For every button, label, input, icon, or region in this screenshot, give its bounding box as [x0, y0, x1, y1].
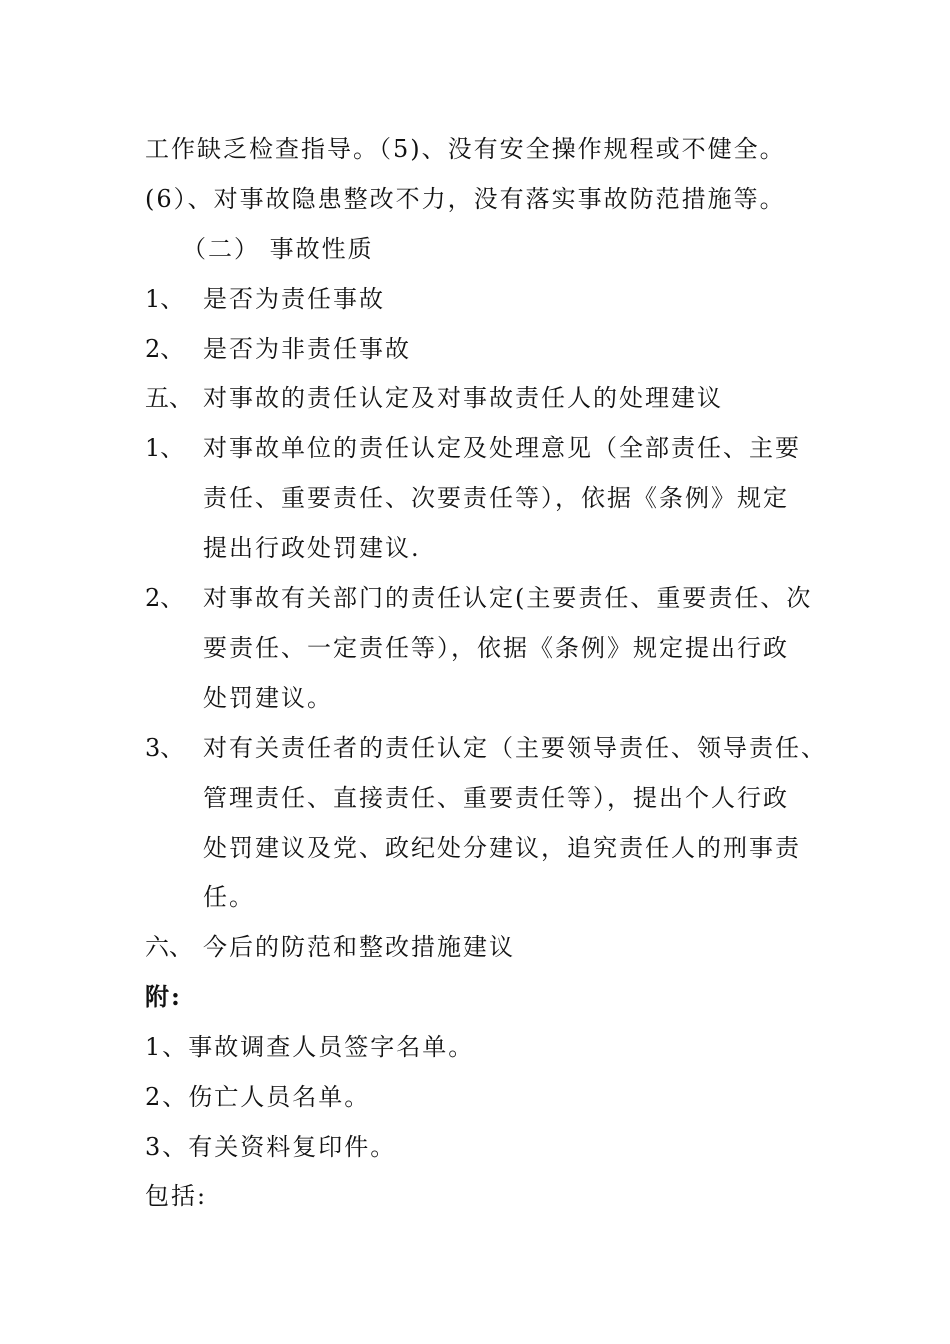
section-six-heading: 今后的防范和整改措施建议 — [203, 933, 515, 961]
five-item-3-line-1: 对有关责任者的责任认定（主要领导责任、领导责任、 — [203, 734, 827, 762]
appendix-item-1: 1、事故调查人员签字名单。 — [145, 1033, 475, 1061]
five-item-3-line-3: 处罚建议及党、政纪处分建议，追究责任人的刑事责 — [203, 834, 801, 862]
section-six-number: 六、 — [145, 933, 193, 961]
five-item-2-line-1: 对事故有关部门的责任认定(主要责任、重要责任、次 — [203, 584, 813, 612]
section-nature-heading: （二） 事故性质 — [182, 235, 374, 263]
five-item-1-number: 1、 — [145, 434, 185, 462]
appendix-footer: 包括: — [145, 1182, 208, 1210]
nature-item-2-number: 2、 — [145, 335, 185, 363]
section-five-heading: 对事故的责任认定及对事故责任人的处理建议 — [203, 384, 723, 412]
nature-item-1-number: 1、 — [145, 285, 185, 313]
appendix-heading: 附: — [145, 982, 182, 1011]
appendix-item-3: 3、有关资料复印件。 — [145, 1133, 397, 1161]
section-five-number: 五、 — [145, 384, 193, 412]
five-item-1-line-2: 责任、重要责任、次要责任等），依据《条例》规定 — [203, 484, 789, 512]
appendix-item-2: 2、伤亡人员名单。 — [145, 1083, 371, 1111]
intro-line-1: 工作缺乏检查指导。（5)、没有安全操作规程或不健全。 — [145, 135, 786, 163]
five-item-2-number: 2、 — [145, 584, 185, 612]
five-item-2-line-2: 要责任、一定责任等），依据《条例》规定提出行政 — [203, 634, 789, 662]
five-item-1-line-1: 对事故单位的责任认定及处理意见（全部责任、主要 — [203, 434, 801, 462]
intro-line-2: (6）、对事故隐患整改不力，没有落实事故防范措施等。 — [145, 185, 786, 213]
five-item-2-line-3: 处罚建议。 — [203, 684, 333, 712]
five-item-3-line-4: 任。 — [203, 883, 255, 911]
nature-item-1-text: 是否为责任事故 — [203, 285, 385, 313]
five-item-1-line-3: 提出行政处罚建议. — [203, 534, 421, 562]
five-item-3-line-2: 管理责任、直接责任、重要责任等），提出个人行政 — [203, 784, 789, 812]
five-item-3-number: 3、 — [145, 734, 185, 762]
nature-item-2-text: 是否为非责任事故 — [203, 335, 411, 363]
